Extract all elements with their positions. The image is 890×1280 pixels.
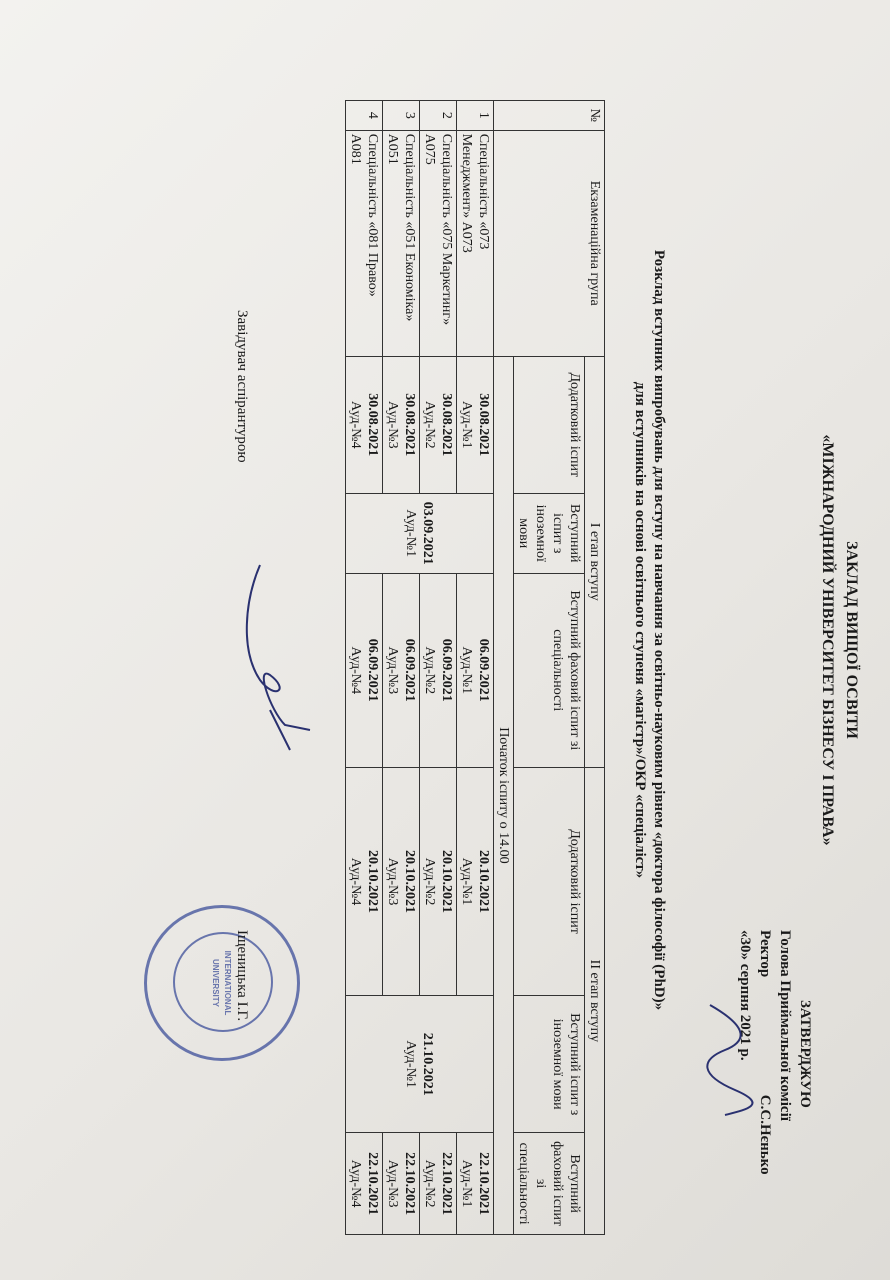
- cell-s1-additional: [383, 356, 420, 493]
- date: 20.10.2021: [439, 850, 454, 914]
- room: Ауд-№3: [385, 646, 400, 695]
- group-name: Спеціальність «081 Право»: [365, 133, 380, 297]
- row-group: [346, 130, 383, 356]
- rector-signature: [695, 1000, 755, 1120]
- header-row-1: [585, 101, 605, 1235]
- col-s2-foreign: Вступний іспит з іноземної мови: [514, 996, 585, 1133]
- row-num: 2: [420, 101, 457, 131]
- cell-s1-additional: [346, 356, 383, 493]
- col-s1-additional: Додатковий іспит: [514, 356, 585, 493]
- room: Ауд-№1: [459, 646, 474, 695]
- university-seal: [144, 905, 300, 1061]
- date: 06.09.2021: [476, 638, 491, 702]
- cell-s2-additional: [383, 767, 420, 995]
- group-name: Спеціальність «051 Економіка»: [402, 133, 417, 322]
- col-stage2: ІІ етап вступу: [585, 767, 605, 1234]
- room: Ауд-№1: [403, 509, 419, 558]
- col-s2-additional: Додатковий іспит: [514, 767, 585, 995]
- institution-type: ЗАКЛАД ВИЩОЇ ОСВІТИ: [843, 541, 860, 739]
- cell-s2-foreign: [346, 996, 494, 1133]
- col-group: Екзаменаційна група: [494, 130, 605, 356]
- cell-s2-additional: [346, 767, 383, 995]
- group-code: А081: [348, 133, 363, 165]
- date: 22.10.2021: [402, 1152, 417, 1216]
- row-num: 4: [346, 101, 383, 131]
- cell-s2-additional: [420, 767, 457, 995]
- group-name: Спеціальність «073: [476, 133, 491, 250]
- cell-s2-additional: [457, 767, 494, 995]
- approval-rector-line: [755, 930, 775, 1260]
- date: 20.10.2021: [476, 850, 491, 914]
- group-name: Спеціальність «075 Маркетинг»: [439, 133, 454, 326]
- room: Ауд-№2: [422, 857, 437, 906]
- footer-name: Іщеницька І.Г.: [234, 930, 250, 1022]
- room: Ауд-№4: [348, 1159, 363, 1208]
- date: 21.10.2021: [420, 1032, 436, 1096]
- room: Ауд-№2: [422, 1159, 437, 1208]
- room: Ауд-№4: [348, 400, 363, 449]
- start-time-note: Початок іспиту о 14.00: [494, 356, 514, 1234]
- date: 30.08.2021: [439, 393, 454, 457]
- date: 20.10.2021: [402, 850, 417, 914]
- approval-date: «30» серпня 2021 р.: [737, 930, 753, 1061]
- footer-position: Завідувач аспірантурою: [234, 310, 250, 463]
- cell-s1-specialty: [457, 573, 494, 767]
- head-signature: [220, 560, 330, 760]
- schedule-title-line2: для вступників на основі освітнього ступеня «магістр»/ОКР «спеціаліст»: [632, 381, 648, 879]
- room: Ауд-№1: [459, 400, 474, 449]
- date: 22.10.2021: [365, 1152, 380, 1216]
- date: 06.09.2021: [439, 638, 454, 702]
- col-stage1: І етап вступу: [585, 356, 605, 767]
- room: Ауд-№2: [422, 646, 437, 695]
- approval-heading: ЗАТВЕРДЖУЮ: [797, 1000, 813, 1108]
- room: Ауд-№3: [385, 857, 400, 906]
- group-code: А051: [385, 133, 400, 165]
- cell-s1-additional: [457, 356, 494, 493]
- col-s1-foreign: Вступний іспит з іноземної мови: [514, 493, 585, 573]
- institution-name: «МІЖНАРОДНИЙ УНІВЕРСИТЕТ БІЗНЕСУ І ПРАВА»: [819, 434, 836, 846]
- row-group: [457, 130, 494, 356]
- approval-rector: Ректор: [757, 930, 773, 978]
- col-num: №: [494, 101, 605, 131]
- svg-text:INTERNATIONAL: INTERNATIONAL: [223, 950, 232, 1016]
- cell-s1-additional: [420, 356, 457, 493]
- date: 06.09.2021: [365, 638, 380, 702]
- room: Ауд-№3: [385, 400, 400, 449]
- cell-s1-foreign: [346, 493, 494, 573]
- row-num: 3: [383, 101, 420, 131]
- room: Ауд-№4: [348, 857, 363, 906]
- row-num: 1: [457, 101, 494, 131]
- group-code: Менеджмент» А073: [459, 133, 474, 253]
- date: 20.10.2021: [365, 850, 380, 914]
- cell-s2-specialty: [383, 1133, 420, 1235]
- date: 06.09.2021: [402, 638, 417, 702]
- date: 30.08.2021: [365, 393, 380, 457]
- col-s2-specialty: Вступний фаховий іспит зі спеціальності: [514, 1133, 585, 1235]
- table-row: [457, 101, 494, 1235]
- cell-s1-specialty: [420, 573, 457, 767]
- row-group: [383, 130, 420, 356]
- cell-s2-specialty: [457, 1133, 494, 1235]
- cell-s2-specialty: [420, 1133, 457, 1235]
- room: Ауд-№1: [403, 1040, 419, 1089]
- group-code: А075: [422, 133, 437, 165]
- approval-position: Голова Приймальної комісії: [777, 930, 793, 1121]
- room: Ауд-№3: [385, 1159, 400, 1208]
- date: 22.10.2021: [439, 1152, 454, 1216]
- date: 03.09.2021: [420, 501, 436, 565]
- row-group: [420, 130, 457, 356]
- room: Ауд-№1: [459, 1159, 474, 1208]
- approval-rector-name: С.С.Нєнько: [757, 1094, 773, 1175]
- cell-s1-specialty: [383, 573, 420, 767]
- svg-text:UNIVERSITY: UNIVERSITY: [211, 958, 220, 1008]
- room: Ауд-№2: [422, 400, 437, 449]
- schedule-table: [345, 100, 605, 1235]
- room: Ауд-№4: [348, 646, 363, 695]
- date: 22.10.2021: [476, 1152, 491, 1216]
- room: Ауд-№1: [459, 857, 474, 906]
- cell-s1-specialty: [346, 573, 383, 767]
- date: 30.08.2021: [476, 393, 491, 457]
- col-s1-specialty: Вступний фаховий іспит зі спеціальності: [514, 573, 585, 767]
- schedule-title-line1: Розклад вступних випробувань для вступу на навчання за освітньо-науковим рівнем «доктора філософії (PhD)»: [651, 249, 667, 1011]
- date: 30.08.2021: [402, 393, 417, 457]
- cell-s2-specialty: [346, 1133, 383, 1235]
